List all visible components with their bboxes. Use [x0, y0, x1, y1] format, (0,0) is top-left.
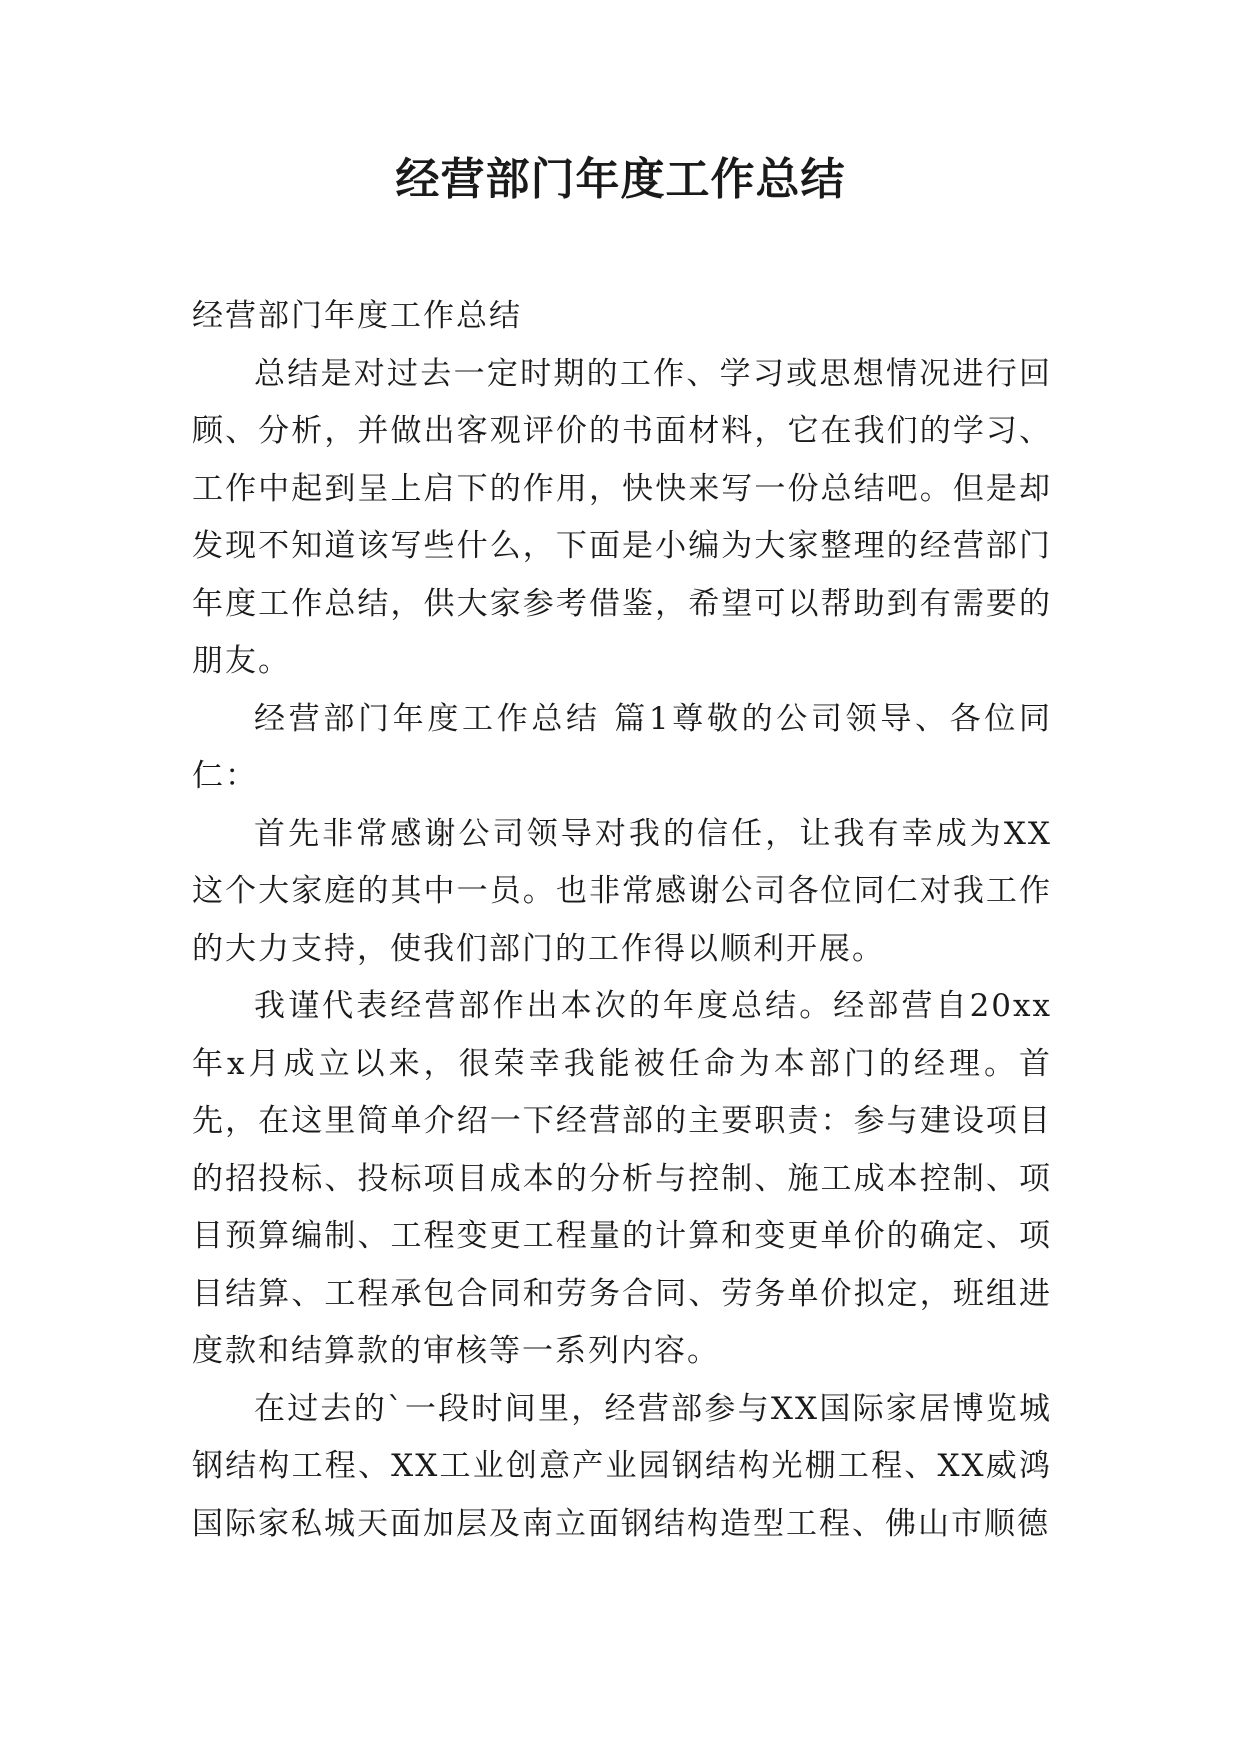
intro-paragraph: 总结是对过去一定时期的工作、学习或思想情况进行回顾、分析，并做出客观评价的书面材料，它在我们的学习、工作中起到呈上启下的作用，快快来写一份总结吧。但是却发现不知道该写些什么，下面是小编为大家整理的经营部门年度工作总结，供大家参考借鉴，希望可以帮助到有需要的朋友。: [192, 355, 1052, 679]
duties-paragraph: 我谨代表经营部作出本次的年度总结。经部营自20xx年x月成立以来，很荣幸我能被任命为本部门的经理。首先，在这里简单介绍一下经营部的主要职责：参与建设项目的招投标、投标项目成本的分析与控制、施工成本控制、项目预算编制、工程变更工程量的计算和变更单价的确定、项目结算、工程承包合同和劳务合同、劳务单价拟定，班组进度款和结算款的审核等一系列内容。: [192, 988, 1052, 1369]
document-body: [192, 288, 1052, 1553]
document-title: 经营部门年度工作总结: [395, 154, 846, 205]
thanks-paragraph: 首先非常感谢公司领导对我的信任，让我有幸成为XX这个大家庭的其中一员。也非常感谢公司各位同仁对我工作的大力支持，使我们部门的工作得以顺利开展。: [192, 815, 1052, 967]
subtitle-paragraph: 经营部门年度工作总结: [192, 298, 522, 334]
section-heading-paragraph: 经营部门年度工作总结 篇1尊敬的公司领导、各位同仁：: [192, 700, 1052, 794]
projects-paragraph: 在过去的`一段时间里，经营部参与XX国际家居博览城钢结构工程、XX工业创意产业园钢结构光棚工程、XX威鸿国际家私城天面加层及南立面钢结构造型工程、佛山市顺德: [192, 1390, 1052, 1542]
